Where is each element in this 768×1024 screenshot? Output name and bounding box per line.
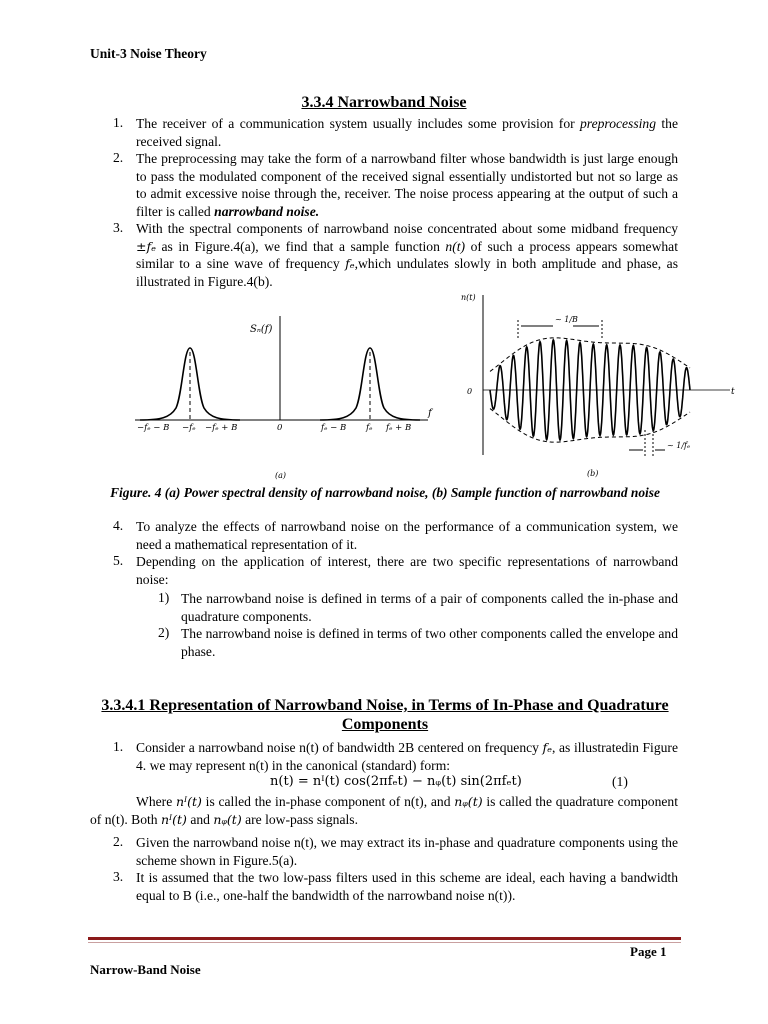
section-title: 3.3.4 Narrowband Noise	[301, 94, 467, 111]
list-number: 2.	[113, 834, 124, 849]
list-item: The receiver of a communication system usually includes some provision for preprocessing the received signal.	[136, 116, 678, 149]
list-number: 3.	[113, 220, 124, 235]
list-item: Given the narrowband noise n(t), we may extract its in-phase and quadrature components using the scheme shown in Figure.5(a).	[136, 835, 678, 868]
sub-list-number: 2)	[158, 625, 170, 640]
f-label: f	[428, 408, 432, 419]
tick-label: −fₑ − B	[137, 423, 170, 433]
list-number: 1.	[113, 115, 124, 130]
sub-list-item: The narrowband noise is defined in terms of a pair of components called the in-phase and quadrature components.	[181, 591, 678, 624]
footer-title: Narrow-Band Noise	[90, 962, 201, 977]
list-item: With the spectral components of narrowband noise concentrated about some midband frequency ±fₑ as in Figure.4(a), we find that a sample function n(t) of such a process appears somewhat similar to a sine wave of frequency fₑ,which undulates slowly in both amplitude and phase, as illustrated in Figure.4(b).	[136, 221, 678, 289]
figure-caption: Figure. 4 (a) Power spectral density of narrowband noise, (b) Sample function of narrowband noise	[110, 485, 660, 500]
figure-a-psd	[130, 308, 440, 483]
tick-label: 0	[277, 423, 283, 433]
section-2-title: 3.3.4.1 Representation of Narrowband Noise, in Terms of In-Phase and Quadrature Components	[101, 697, 669, 733]
carrier-period-label: ~ 1/fₑ	[667, 441, 691, 450]
tick-label: fₑ + B	[386, 423, 412, 433]
list-number: 2.	[113, 150, 124, 165]
list-item: Depending on the application of interest, there are two specific representations of narrowband noise:	[136, 554, 678, 587]
tick-label: fₑ − B	[321, 423, 347, 433]
header-unit-title: Unit-3 Noise Theory	[90, 46, 207, 61]
equation-1: n(t) = nᴵ(t) cos(2πfₑt) − nᵩ(t) sin(2πfₑt)	[270, 774, 522, 789]
footer-rule-thin	[88, 942, 681, 943]
list-number: 1.	[113, 739, 124, 754]
figure-b-sample	[455, 290, 755, 482]
sub-list-number: 1)	[158, 590, 170, 605]
zero-label: 0	[467, 387, 473, 396]
where-paragraph: Where nᴵ(t) is called the in-phase component of n(t), and nᵩ(t) is called the quadrature component of n(t). Both nᴵ(t) and nᵩ(t) are low-pass signals.	[90, 794, 678, 827]
list-item: To analyze the effects of narrowband noise on the performance of a communication system, we need a mathematical representation of it.	[136, 519, 678, 552]
list-number: 5.	[113, 553, 124, 568]
psd-label: Sₙ(f)	[250, 324, 273, 335]
list-item: It is assumed that the two low-pass filters used in this scheme are ideal, each having a bandwidth equal to B (i.e., one-half the bandwidth of the narrowband noise n(t)).	[136, 870, 678, 903]
sub-label: (a)	[275, 471, 287, 480]
list-item: Consider a narrowband noise n(t) of bandwidth 2B centered on frequency fₑ, as illustratedin Figure 4. we may represent n(t) in the canonical (standard) form:	[136, 740, 678, 773]
list-number: 4.	[113, 518, 124, 533]
footer-rule	[88, 937, 681, 940]
envelope-period-label: ~ 1/B	[555, 315, 578, 324]
equation-number: (1)	[612, 774, 628, 789]
sub-list-item: The narrowband noise is defined in terms of two other components called the envelope and phase.	[181, 626, 678, 659]
tick-label: −fₑ + B	[205, 423, 238, 433]
list-item: The preprocessing may take the form of a narrowband filter whose bandwidth is just large enough to pass the modulated component of the received signal essentially undistorted but not so large as to admit excessive noise through the, receiver. The noise process appearing at the output of such a filter is called narrowband noise.	[136, 151, 678, 219]
envelope-lower	[490, 409, 690, 443]
page-number: Page 1	[630, 944, 667, 959]
t-label: t	[731, 387, 735, 397]
tick-label: fₑ	[366, 423, 373, 433]
sub-label: (b)	[587, 469, 599, 478]
list-number: 3.	[113, 869, 124, 884]
tick-label: −fₑ	[182, 423, 196, 433]
nt-label: n(t)	[461, 293, 476, 302]
